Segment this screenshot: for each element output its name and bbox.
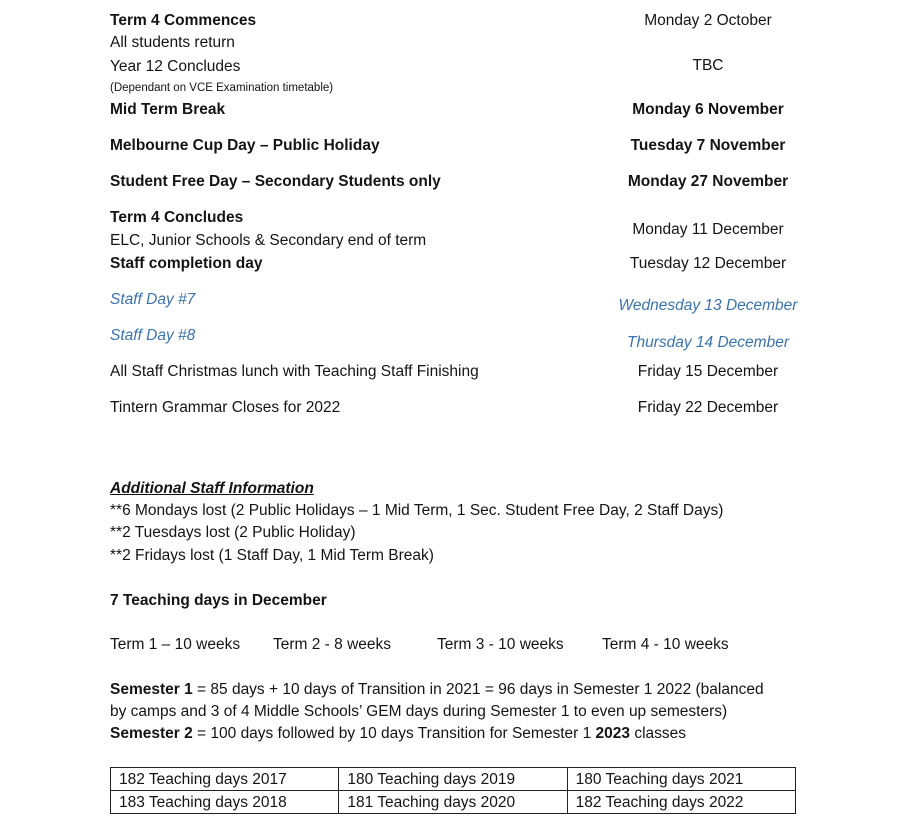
event-staff-day-8: Staff Day #8	[110, 327, 196, 344]
semester-2-end: classes	[630, 725, 687, 742]
additional-line-tuesdays: **2 Tuesdays lost (2 Public Holiday)	[110, 524, 356, 541]
event-end-of-term: ELC, Junior Schools & Secondary end of term	[110, 232, 427, 249]
date-school-closes: Friday 22 December	[637, 399, 779, 416]
additional-line-mondays: **6 Mondays lost (2 Public Holidays – 1 Mid Term, 1 Sec. Student Free Day, 2 Staff Days)	[110, 502, 724, 519]
event-mid-term-break: Mid Term Break	[110, 101, 226, 118]
table-row	[111, 768, 796, 791]
event-staff-completion: Staff completion day	[110, 255, 263, 272]
event-student-free-day: Student Free Day – Secondary Students only	[110, 173, 441, 190]
table-cell: 180 Teaching days 2019	[339, 768, 567, 791]
date-student-free-day: Monday 27 November	[627, 173, 789, 190]
date-staff-completion: Tuesday 12 December	[629, 255, 787, 272]
semester-1-continuation: by camps and 3 of 4 Middle Schools’ GEM days during Semester 1 to even up semesters)	[110, 703, 728, 720]
term-3-weeks: Term 3 - 10 weeks	[437, 636, 564, 653]
additional-line-fridays: **2 Fridays lost (1 Staff Day, 1 Mid Term Break)	[110, 547, 434, 564]
date-year12-concludes: TBC	[692, 57, 724, 74]
table-cell: 182 Teaching days 2022	[567, 791, 795, 814]
december-teaching-days: 7 Teaching days in December	[110, 592, 327, 609]
semester-1-label: Semester 1	[110, 681, 193, 698]
table-row	[111, 791, 796, 814]
event-year12-concludes: Year 12 Concludes	[110, 58, 241, 75]
semester-1-line	[110, 680, 764, 700]
event-term4-concludes: Term 4 Concludes	[110, 209, 244, 226]
table-cell: 183 Teaching days 2018	[111, 791, 339, 814]
event-staff-day-7: Staff Day #7	[110, 291, 196, 308]
date-christmas-lunch: Friday 15 December	[637, 363, 779, 380]
semester-2-text: = 100 days followed by 10 days Transition for Semester 1	[192, 725, 596, 742]
date-staff-day-8: Thursday 14 December	[627, 334, 789, 351]
semester-1-text: = 85 days + 10 days of Transition in 2021 = 96 days in Semester 1 2022 (balanced	[192, 681, 764, 698]
term-2-weeks: Term 2 - 8 weeks	[273, 636, 392, 653]
semester-2-line	[110, 724, 686, 744]
semester-2-label: Semester 2	[110, 725, 193, 742]
teaching-days-table	[110, 767, 796, 814]
term-4-weeks: Term 4 - 10 weeks	[602, 636, 729, 653]
event-all-students-return: All students return	[110, 34, 235, 51]
additional-heading: Additional Staff Information	[110, 480, 314, 497]
table-cell: 182 Teaching days 2017	[111, 768, 339, 791]
date-mid-term-break: Monday 6 November	[632, 101, 784, 118]
date-staff-day-7: Wednesday 13 December	[618, 297, 798, 314]
table-cell: 180 Teaching days 2021	[567, 768, 795, 791]
event-melbourne-cup: Melbourne Cup Day – Public Holiday	[110, 137, 380, 154]
table-cell: 181 Teaching days 2020	[339, 791, 567, 814]
event-christmas-lunch: All Staff Christmas lunch with Teaching Staff Finishing	[110, 363, 479, 380]
semester-2-year: 2023	[595, 725, 631, 742]
event-school-closes: Tintern Grammar Closes for 2022	[110, 399, 341, 416]
date-melbourne-cup: Tuesday 7 November	[630, 137, 786, 154]
date-term4-commences: Monday 2 October	[644, 12, 772, 29]
event-vce-note: (Dependant on VCE Examination timetable)	[110, 82, 334, 94]
event-term4-commences: Term 4 Commences	[110, 12, 257, 29]
date-end-of-term: Monday 11 December	[632, 221, 784, 238]
term-1-weeks: Term 1 – 10 weeks	[110, 636, 241, 653]
